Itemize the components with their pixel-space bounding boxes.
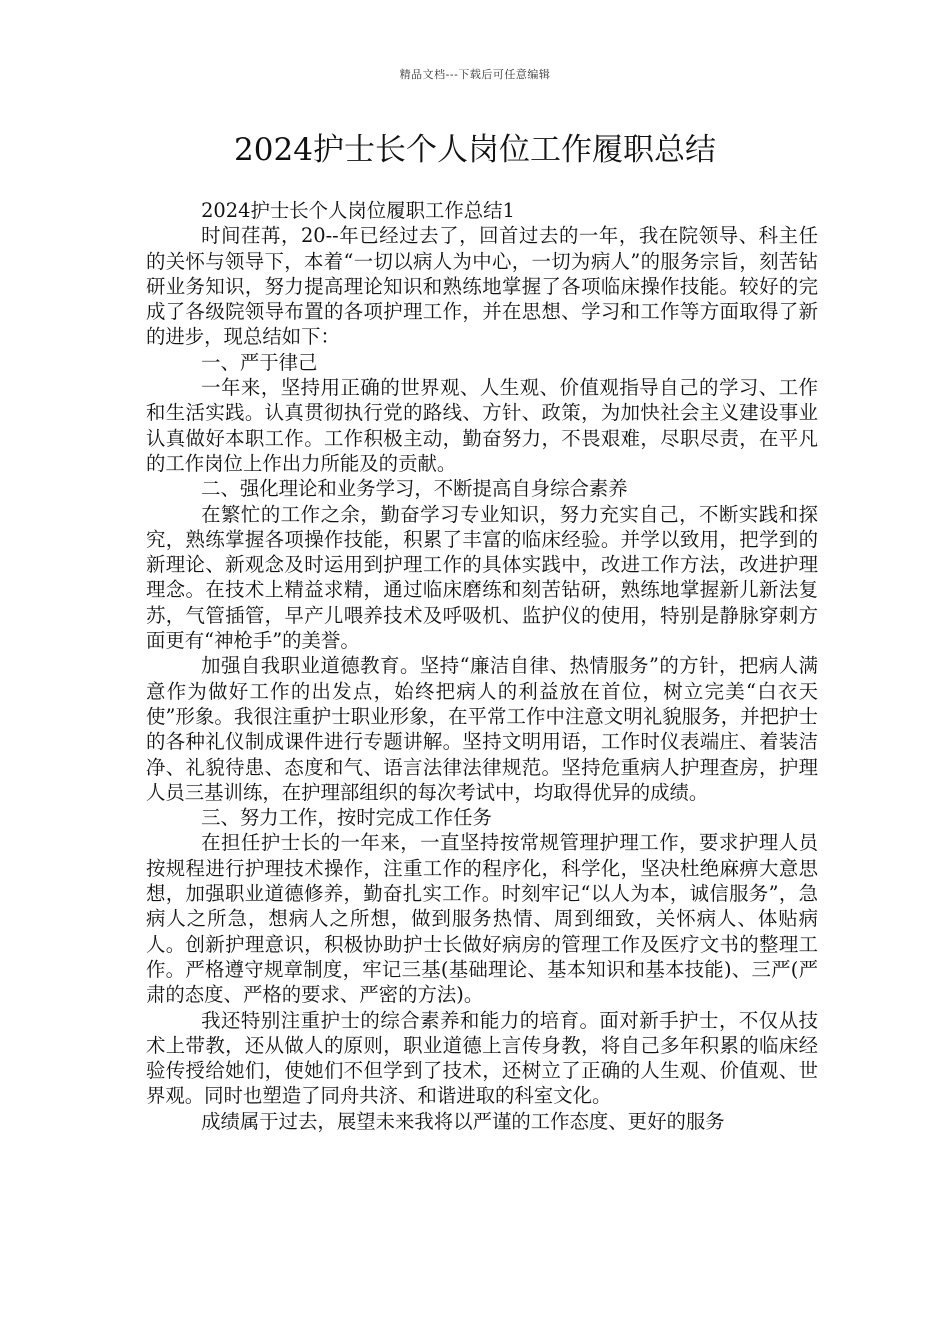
body-paragraph: 在担任护士长的一年来，一直坚持按常规管理护理工作，要求护理人员按规程进行护理技术操作，注重工作的程序化，科学化，坚决杜绝麻痹大意思想，加强职业道德修养，勤奋扎实工作。时刻牢记“以人为本，诚信服务”，急病人之所急，想病人之所想，做到服务热情、周到细致，关怀病人、体贴病人。创新护理意识，积极协助护士长做好病房的管理工作及医疗文书的整理工作。严格遵守规章制度，牢记三基(基础理论、基本知识和基本技能)、三严(严肃的态度、严格的要求、严密的方法)。 <box>146 831 818 1007</box>
body-paragraph: 一年来，坚持用正确的世界观、人生观、价值观指导自己的学习、工作和生活实践。认真贯彻执行党的路线、方针、政策，为加快社会主义建设事业认真做好本职工作。工作积极主动，勤奋努力，不畏艰难，尽职尽责，在平凡的工作岗位上作出力所能及的贡献。 <box>146 376 818 475</box>
body-paragraph: 在繁忙的工作之余，勤奋学习专业知识，努力充实自己，不断实践和探究，熟练掌握各项操作技能，积累了丰富的临床经验。并学以致用，把学到的新理论、新观念及时运用到护理工作的具体实践中，改进工作方法，改进护理理念。在技术上精益求精，通过临床磨练和刻苦钻研，熟练地掌握新儿新法复苏，气管插管，早产儿喂养技术及呼吸机、监护仪的使用，特别是静脉穿刺方面更有“神枪手”的美誉。 <box>146 502 818 653</box>
section-heading-2: 二、强化理论和业务学习，不断提高自身综合素养 <box>201 477 628 501</box>
section-heading-1: 一、严于律己 <box>201 350 318 374</box>
body-paragraph: 成绩属于过去，展望未来我将以严谨的工作态度、更好的服务 <box>201 1109 725 1133</box>
document-body <box>146 198 818 1134</box>
document-title: 2024护士长个人岗位工作履职总结 <box>234 132 716 168</box>
header-note: 精品文档---下载后可任意编辑 <box>399 68 551 81</box>
section-heading-3: 三、努力工作，按时完成工作任务 <box>201 806 492 830</box>
body-paragraph: 我还特别注重护士的综合素养和能力的培育。面对新手护士，不仅从技术上带教，还从做人的原则，职业道德上言传身教，将自己多年积累的临床经验传授给她们，使她们不但学到了技术，还树立了正确的人生观、价值观、世界观。同时也塑造了同舟共济、和谐进取的科室文化。 <box>146 1008 818 1108</box>
intro-paragraph: 时间荏苒，20--年已经过去了，回首过去的一年，我在院领导、科主任的关怀与领导下，本着“一切以病人为中心，一切为病人”的服务宗旨，刻苦钻研业务知识，努力提高理论知识和熟练地掌握了各项临床操作技能。较好的完成了各级院领导布置的各项护理工作，并在思想、学习和工作等方面取得了新的进步，现总结如下： <box>146 224 818 349</box>
subtitle-paragraph: 2024护士长个人岗位履职工作总结1 <box>201 199 515 222</box>
body-paragraph: 加强自我职业道德教育。坚持“廉洁自律、热情服务”的方针，把病人满意作为做好工作的出发点，始终把病人的利益放在首位，树立完美“白衣天使”形象。我很注重护士职业形象，在平常工作中注意文明礼貌服务，并把护士的各种礼仪制成课件进行专题讲解。坚持文明用语，工作时仪表端庄、着装洁净、礼貌待患、态度和气、语言法律法律规范。坚持危重病人护理查房，护理人员三基训练，在护理部组织的每次考试中，均取得优异的成绩。 <box>146 654 818 804</box>
